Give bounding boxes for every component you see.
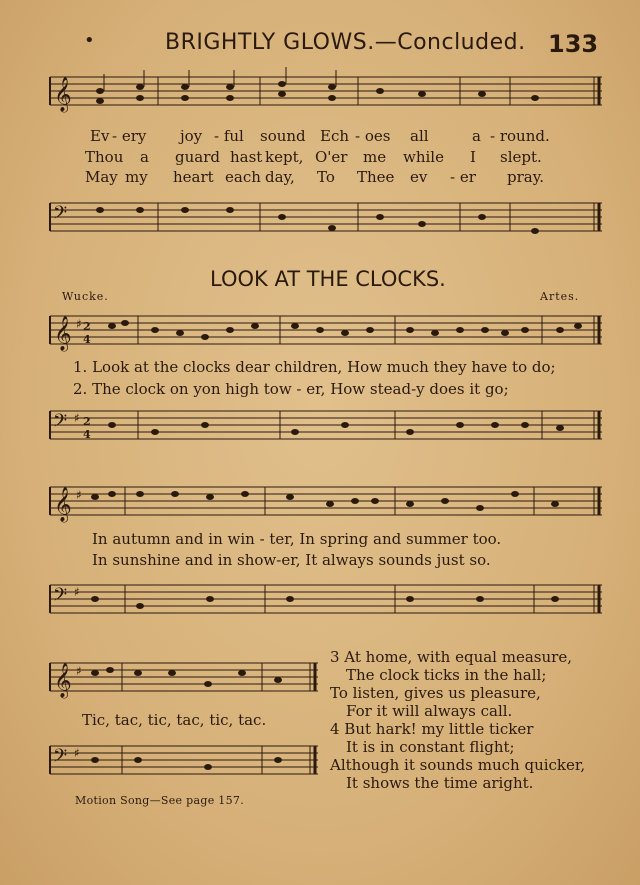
syllable: a <box>472 127 481 145</box>
svg-text:2: 2 <box>83 415 91 428</box>
syllable: pray. <box>507 168 544 186</box>
verse-3-line-4: For it will always call. <box>346 702 513 720</box>
syllable: Thee <box>357 168 395 186</box>
song2-system2-treble-staff <box>50 484 605 520</box>
verse-4-line-2: It is in constant flight; <box>346 738 515 756</box>
syllable: while <box>403 148 444 166</box>
syllable: sound <box>260 127 306 145</box>
song1-treble-staff <box>50 74 605 110</box>
syllable: - er <box>450 168 476 186</box>
svg-text:♯: ♯ <box>76 317 82 331</box>
syllable: To <box>317 168 335 186</box>
syllable: May <box>85 168 118 186</box>
syllable: - ery <box>112 127 147 145</box>
page-header-title: BRIGHTLY GLOWS.—Concluded. <box>165 30 526 55</box>
syllable: heart <box>173 168 214 186</box>
verse-3-line-1: 3 At home, with equal measure, <box>330 648 572 666</box>
song2-title: LOOK AT THE CLOCKS. <box>210 267 446 291</box>
song2-system3-bass-staff <box>50 743 320 779</box>
svg-text:𝄞: 𝄞 <box>54 663 72 698</box>
svg-text:𝄞: 𝄞 <box>54 487 72 522</box>
syllable: me <box>363 148 387 166</box>
verse-4-line-4: It shows the time aright. <box>346 774 534 792</box>
svg-text:𝄢: 𝄢 <box>53 746 68 771</box>
song2-verse-line-2: 2. The clock on yon high tow - er, How stead-y does it go; <box>73 380 509 398</box>
syllable: I <box>470 148 476 166</box>
verse-3-line-2: The clock ticks in the hall; <box>346 666 547 684</box>
syllable: guard <box>175 148 220 166</box>
song2-composer: Wucke. <box>62 290 109 303</box>
syllable: Ech <box>320 127 350 145</box>
svg-text:4: 4 <box>83 333 91 346</box>
song2-system3-treble-staff <box>50 660 320 696</box>
syllable: - ful <box>214 127 244 145</box>
svg-text:♯: ♯ <box>74 411 80 425</box>
song2-arranger: Artes. <box>540 290 580 303</box>
syllable: kept, <box>265 148 304 166</box>
syllable: hast <box>230 148 263 166</box>
song2-system1-bass-staff <box>50 408 605 444</box>
syllable: day, <box>265 168 295 186</box>
syllable: my <box>125 168 148 186</box>
song2-verse-line-1: 1. Look at the clocks dear children, How much they have to do; <box>73 358 556 376</box>
verse-3 <box>330 648 572 720</box>
song2-system2-bass-staff <box>50 582 605 618</box>
svg-text:4: 4 <box>83 428 91 441</box>
svg-text:♯: ♯ <box>76 664 82 678</box>
syllable: each <box>225 168 261 186</box>
syllable: joy <box>180 127 203 145</box>
syllable: slept. <box>500 148 542 166</box>
syllable: ev <box>410 168 428 186</box>
song1-bass-staff <box>50 200 605 236</box>
syllable: - round. <box>490 127 550 145</box>
syllable: - oes <box>355 127 391 145</box>
svg-text:𝄞: 𝄞 <box>54 316 72 351</box>
syllable: all <box>410 127 429 145</box>
svg-text:𝄢: 𝄢 <box>53 585 68 610</box>
header-bullet: • <box>84 30 95 51</box>
syllable: a <box>140 148 149 166</box>
svg-text:𝄢: 𝄢 <box>53 411 68 436</box>
song2-ticking-line: Tic, tac, tic, tac, tic, tac. <box>82 711 267 729</box>
svg-text:♯: ♯ <box>74 746 80 760</box>
verse-4 <box>330 720 585 792</box>
svg-text:𝄞: 𝄞 <box>54 77 72 112</box>
page-number: 133 <box>548 30 599 58</box>
svg-text:♯: ♯ <box>74 585 80 599</box>
syllable: Thou <box>85 148 124 166</box>
syllable: Ev <box>90 127 110 145</box>
svg-text:♯: ♯ <box>76 488 82 502</box>
song2-refrain-line-2: In sunshine and in show-er, It always sounds just so. <box>92 551 491 569</box>
svg-text:2: 2 <box>83 320 91 333</box>
verse-4-line-3: Although it sounds much quicker, <box>330 756 586 774</box>
song2-system1-treble-staff <box>50 313 605 349</box>
syllable: O'er <box>315 148 348 166</box>
svg-text:𝄢: 𝄢 <box>53 203 68 228</box>
verse-3-line-3: To listen, gives us pleasure, <box>330 684 541 702</box>
footnote: Motion Song—See page 157. <box>75 794 245 807</box>
verse-4-line-1: 4 But hark! my little ticker <box>330 720 534 738</box>
song2-refrain-line-1: In autumn and in win - ter, In spring and summer too. <box>92 530 502 548</box>
